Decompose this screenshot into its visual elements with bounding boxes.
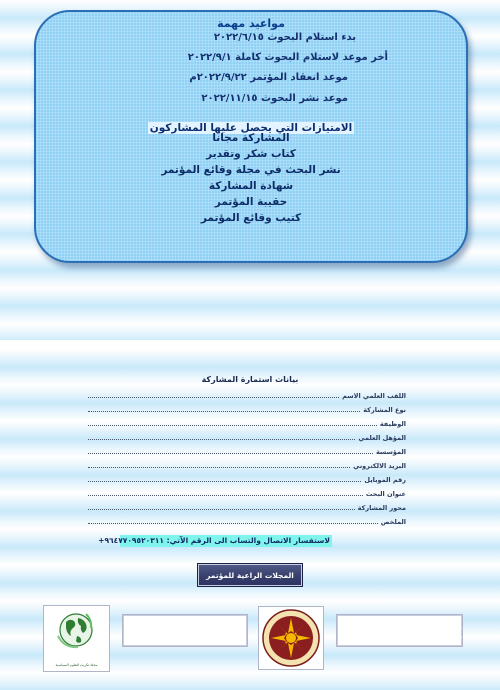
form-field-abstract[interactable] [88,516,406,526]
sponsors-button[interactable]: المجلات الراعية للمؤتمر [197,563,303,587]
form-field-mobile[interactable] [88,474,406,484]
card-title: مواعيد مهمة [217,17,285,30]
form-field-job[interactable] [88,418,406,428]
safar-journal-label[interactable]: مجلة سفر للعلوم الاجتماعية والانسانية [336,614,463,647]
advantages-heading-text: الامتيازات التي يحصل عليها المشاركون [149,122,353,134]
form-field-institution[interactable] [88,446,406,456]
form-title: بيانات استمارة المشاركة [201,375,299,384]
sun-emblem-icon [259,607,323,669]
deadline-full-papers: أخر موعد لاستلام البحوث كاملة ٢٠٢٢/٩/١ [187,52,388,63]
tikrit-political-science-logo [43,605,110,672]
field-dotted-line [88,495,363,496]
form-field-axis[interactable] [88,502,406,512]
advantage-item: شهادة المشاركة [208,180,294,192]
page-separator [0,340,500,349]
field-dotted-line [88,523,378,524]
form-field-paper-title[interactable] [88,488,406,498]
field-dotted-line [88,481,361,482]
safar-journal-logo [258,606,324,670]
advantage-item: كتيب وقائع المؤتمر [200,212,302,224]
logo-caption: مجلة تكريت للعلوم السياسية [55,663,98,667]
field-label: عنوان البحث [365,490,406,498]
form-field-name[interactable] [88,390,406,400]
globe-icon [44,606,109,656]
field-dotted-line [88,397,339,398]
field-label: البريد الالكتروني [353,462,406,470]
field-dotted-line [88,467,350,468]
advantage-item: كتاب شكر وتقدير [206,148,296,160]
deadline-submission-start: بدء استلام البحوث ٢٠٢٢/٦/١٥ [213,32,356,43]
deadline-publication: موعد نشر البحوث ٢٠٢٢/١١/١٥ [201,93,348,104]
tikrit-journal-label[interactable]: مجلة تكريت للعلوم السياسية [122,614,248,647]
form-field-participation-type[interactable] [88,404,406,414]
advantage-item: المشاركة مجانا [212,132,290,144]
field-label: محور المشاركة [357,504,406,512]
important-dates-card [34,10,468,263]
form-field-email[interactable] [88,460,406,470]
field-label: اللقب العلمي الاسم [342,392,406,400]
page-1 [0,0,500,340]
field-dotted-line [88,509,355,510]
field-dotted-line [88,425,377,426]
field-label: رقم الموبايل [364,476,406,484]
field-dotted-line [88,439,355,440]
field-label: الوظيفة [379,420,406,428]
advantage-item: حقيبة المؤتمر [214,196,288,208]
field-label: نوع المشاركة [363,406,406,414]
field-dotted-line [88,411,360,412]
contact-phone-line: لاستفسار الاتصال والتساب الى الرقم الآتي: ٩٦٤٧٧٠٩٥٢٠٣١١+ [98,536,330,545]
field-label: الملخص [380,518,406,526]
field-label: المؤهل العلمي [358,434,406,442]
deadline-conference-date: موعد انعقاد المؤتمر ٢٠٢٢/٩/٢٢م [189,72,348,83]
field-label: المؤسسة [375,448,406,456]
field-dotted-line [88,453,373,454]
form-field-qualification[interactable] [88,432,406,442]
advantage-item: نشر البحث في مجلة وقائع المؤتمر [161,164,341,176]
